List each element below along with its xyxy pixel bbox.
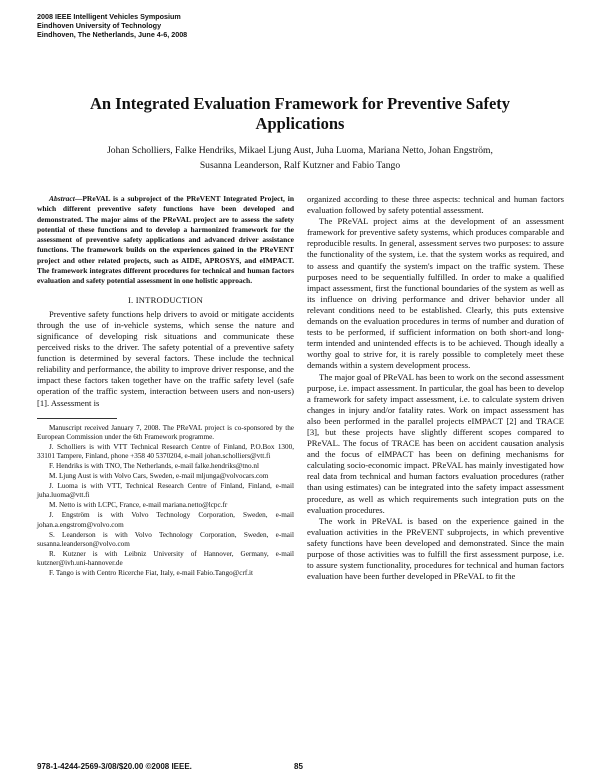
page-number: 85 — [294, 762, 303, 771]
footnote-author: F. Tango is with Centro Ricerche Fiat, Italy, e-mail Fabio.Tango@crf.it — [49, 569, 254, 578]
footnote-divider — [37, 418, 117, 419]
footnotes — [37, 424, 294, 579]
isbn-copyright: 978-1-4244-2569-3/08/$20.00 ©2008 IEEE. — [37, 762, 192, 771]
footnote-author: J. Scholliers is with VTT Technical Research Centre of Finland, P.O.Box 1300, 33101 Tampere, Finland, phone +358 40 5370204, e-mail johan.scholliers@vtt.fi — [37, 442, 294, 461]
paper-title: An Integrated Evaluation Framework for Preventive Safety Applications — [89, 94, 511, 133]
abstract — [37, 194, 294, 287]
section-heading-introduction: I. INTRODUCTION — [127, 294, 204, 305]
conference-venue: Eindhoven University of Technology — [37, 21, 162, 30]
left-column — [37, 194, 294, 579]
footnote-author: R. Kutzner is with Leibniz University of Hannover, Germany, e-mail kutzner@ivh.uni-hannover.de — [37, 549, 294, 568]
footnote-author: S. Leanderson is with Volvo Technology Corporation, Sweden, e-mail susanna.leanderson@volvo.com — [37, 530, 294, 548]
abstract-label: Abstract — [49, 194, 75, 203]
intro-paragraph-1-continued: organized according to these three aspects: technical and human factors evaluation followed by safety potential assessment. — [307, 194, 564, 216]
footnote-author: M. Netto is with LCPC, France, e-mail mariana.netto@lcpc.fr — [49, 501, 228, 510]
intro-paragraph-2: The PReVAL project aims at the development of an assessment framework for preventive safety systems, which produces comparable and reproducible results. In general, assessment serves two purposes: to assure the functionality of the system, i.e. that the system works as required, and to assess and quantify the system's impact on the traffic system. These purposes need to be sequentially fulfilled. In order to make a qualified impact assessment, first the functional boundaries of the system as well as its influence on driving performance and driver behavior under all relevant conditions need to be established. Clearly, this puts extensive demands on the evaluation procedures in terms of number and duration of tests to be performed, if sufficient information on both short-and long-term intended and unintended effects is to be achieved. Though ideally a worthy goal to strive for, it is rarely possible to completely meet these demands within a system development process. — [307, 216, 564, 371]
conference-location-date: Eindhoven, The Netherlands, June 4-6, 2008 — [37, 30, 188, 39]
intro-paragraph-3: The major goal of PReVAL has been to work on the second assessment purpose, i.e. impact assessment. In particular, the goal has been to develop a framework for safety impact assessment, i.e. to calculate system driven changes in injury and/or fatality rates. Work on impact assessment has also been performed in the parallel projects eIMPACT [2] and TRACE [3], but these projects have slightly different scopes compared to PReVAL. The focus of TRACE has been on accident causation analysis and the focus of eIMPACT has been on defining mechanisms for calculating socio-economic impact. PReVAL has mainly investigated how real data from technical and human factors evaluation procedures (rather than using estimates) can be integrated into the safety impact assessment procedure, as well as which requirements such integration puts on the evaluation procedures. — [307, 371, 564, 515]
abstract-text: —PReVAL is a subproject of the PReVENT Integrated Project, in which different preventive safety functions have been developed and demonstrated. The major aims of the PReVAL project are to assess the safety potential of these functions and to develop a harmonized framework for the assessment of preventive safety applications and advanced driver assistance functions. The framework builds on the experiences gained in the PReVENT project and other related projects, such as AIDE, APROSYS, and eIMPACT. The framework integrates different procedures for technical and human factors evaluation and safety potential assessment in one holistic approach. — [37, 194, 294, 286]
intro-paragraph-1: Preventive safety functions help drivers to avoid or mitigate accidents through the use of in-vehicle systems, which sense the nature and significance of developing risk situations and communicate these perceived risks to the driver. The safety potential of a preventive safety function is determined by several factors. These include the technical reliability and performance, the ability to improve driver response, and the impact these factors taken together have on the traffic safety level (safe operation of the traffic system, interaction between users and non-users) [1]. Assessment is — [37, 308, 294, 408]
conference-header — [37, 12, 187, 39]
footnote-author: F. Hendriks is with TNO, The Netherlands, e-mail falke.hendriks@tno.nl — [49, 462, 259, 471]
right-column — [307, 194, 564, 582]
intro-paragraph-4: The work in PReVAL is based on the experience gained in the evaluation activities in the PReVENT subprojects, in which preventive safety functions have been developed and demonstrated. Since the main purpose of those activities was to fulfill the first assessment purpose, i.e. to assure system functionality, procedures for technical and human factors evaluation have been further developed in PReVAL to fit the — [307, 515, 564, 582]
authors-line-2: Susanna Leanderson, Ralf Kutzner and Fabio Tango — [199, 160, 401, 171]
footnote-author: J. Luoma is with VTT, Technical Research Centre of Finland, Finland, e-mail juha.luoma@vtt.fi — [37, 482, 294, 500]
footnote-manuscript: Manuscript received January 7, 2008. The PReVAL project is co-sponsored by the European Commission under the 6th Framework programme. — [37, 423, 294, 442]
footnote-author: J. Engström is with Volvo Technology Corporation, Sweden, e-mail johan.a.engstrom@volvo.com — [37, 511, 294, 529]
authors-line-1: Johan Scholliers, Falke Hendriks, Mikael Ljung Aust, Juha Luoma, Mariana Netto, Johan Engström, — [107, 145, 493, 156]
conference-name: 2008 IEEE Intelligent Vehicles Symposium — [37, 12, 181, 21]
author-list — [70, 143, 530, 173]
footnote-author: M. Ljung Aust is with Volvo Cars, Sweden, e-mail mljunga@volvocars.com — [49, 472, 269, 481]
